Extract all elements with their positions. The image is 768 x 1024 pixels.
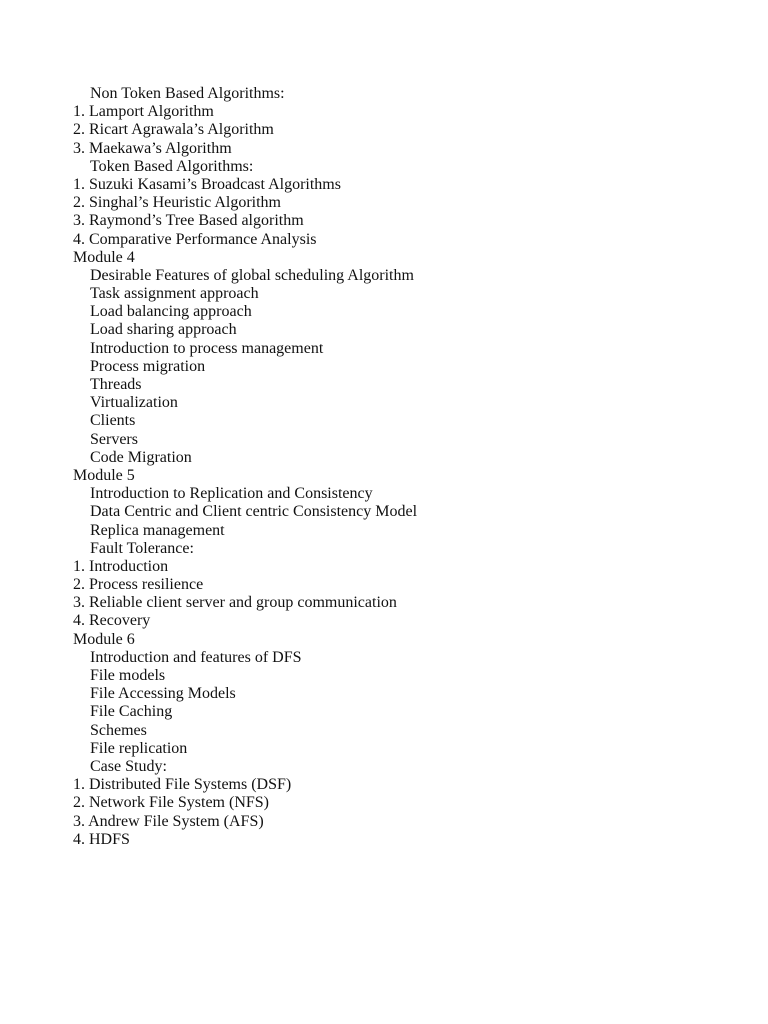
numbered-list-item: 1. Distributed File Systems (DSF): [73, 776, 292, 794]
topic-line: Clients: [90, 412, 136, 430]
topic-line: Data Centric and Client centric Consistency Model: [90, 503, 418, 521]
document-body: [73, 85, 753, 849]
topic-line: Introduction to Replication and Consistency: [90, 485, 373, 503]
topic-line: File models: [90, 667, 166, 684]
topic-line: Code Migration: [90, 448, 192, 466]
numbered-list-item: 4. HDFS: [73, 830, 130, 848]
topic-line: Load sharing approach: [90, 321, 237, 339]
numbered-list-item: 3. Raymond’s Tree Based algorithm: [73, 212, 304, 230]
topic-line: Servers: [90, 430, 138, 448]
topic-line: Threads: [90, 376, 142, 393]
numbered-list-item: 3. Maekawa’s Algorithm: [73, 139, 232, 157]
topic-line: File Caching: [90, 703, 173, 721]
module-heading: Module 4: [73, 248, 135, 266]
numbered-list-item: 4. Recovery: [73, 612, 151, 630]
section-subheading: Case Study:: [90, 757, 167, 775]
topic-line: File Accessing Models: [90, 685, 236, 703]
numbered-list-item: 2. Singhal’s Heuristic Algorithm: [73, 194, 281, 212]
numbered-list-item: 3. Reliable client server and group communication: [73, 594, 397, 612]
topic-line: Introduction and features of DFS: [90, 648, 302, 666]
module-heading: Module 6: [73, 630, 135, 648]
numbered-list-item: 1. Lamport Algorithm: [73, 103, 214, 121]
topic-line: Load balancing approach: [90, 303, 252, 321]
numbered-list-item: 4. Comparative Performance Analysis: [73, 230, 317, 248]
numbered-list-item: 2. Ricart Agrawala’s Algorithm: [73, 121, 274, 139]
section-subheading: Fault Tolerance:: [90, 539, 194, 557]
module-heading: Module 5: [73, 466, 135, 484]
numbered-list-item: 3. Andrew File System (AFS): [73, 812, 264, 830]
numbered-list-item: 1. Introduction: [73, 557, 169, 575]
topic-line: Replica management: [90, 521, 225, 539]
topic-line: Virtualization: [90, 394, 178, 412]
topic-line: Desirable Features of global scheduling Algorithm: [90, 266, 414, 284]
topic-line: Schemes: [90, 721, 147, 739]
topic-line: Process migration: [90, 357, 206, 375]
topic-line: Task assignment approach: [90, 285, 259, 303]
section-subheading: Non Token Based Algorithms:: [90, 85, 285, 102]
topic-line: File replication: [90, 739, 188, 757]
numbered-list-item: 2. Process resilience: [73, 576, 204, 594]
section-subheading: Token Based Algorithms:: [90, 157, 254, 175]
numbered-list-item: 1. Suzuki Kasami’s Broadcast Algorithms: [73, 175, 341, 193]
numbered-list-item: 2. Network File System (NFS): [73, 794, 269, 812]
topic-line: Introduction to process management: [90, 339, 324, 357]
